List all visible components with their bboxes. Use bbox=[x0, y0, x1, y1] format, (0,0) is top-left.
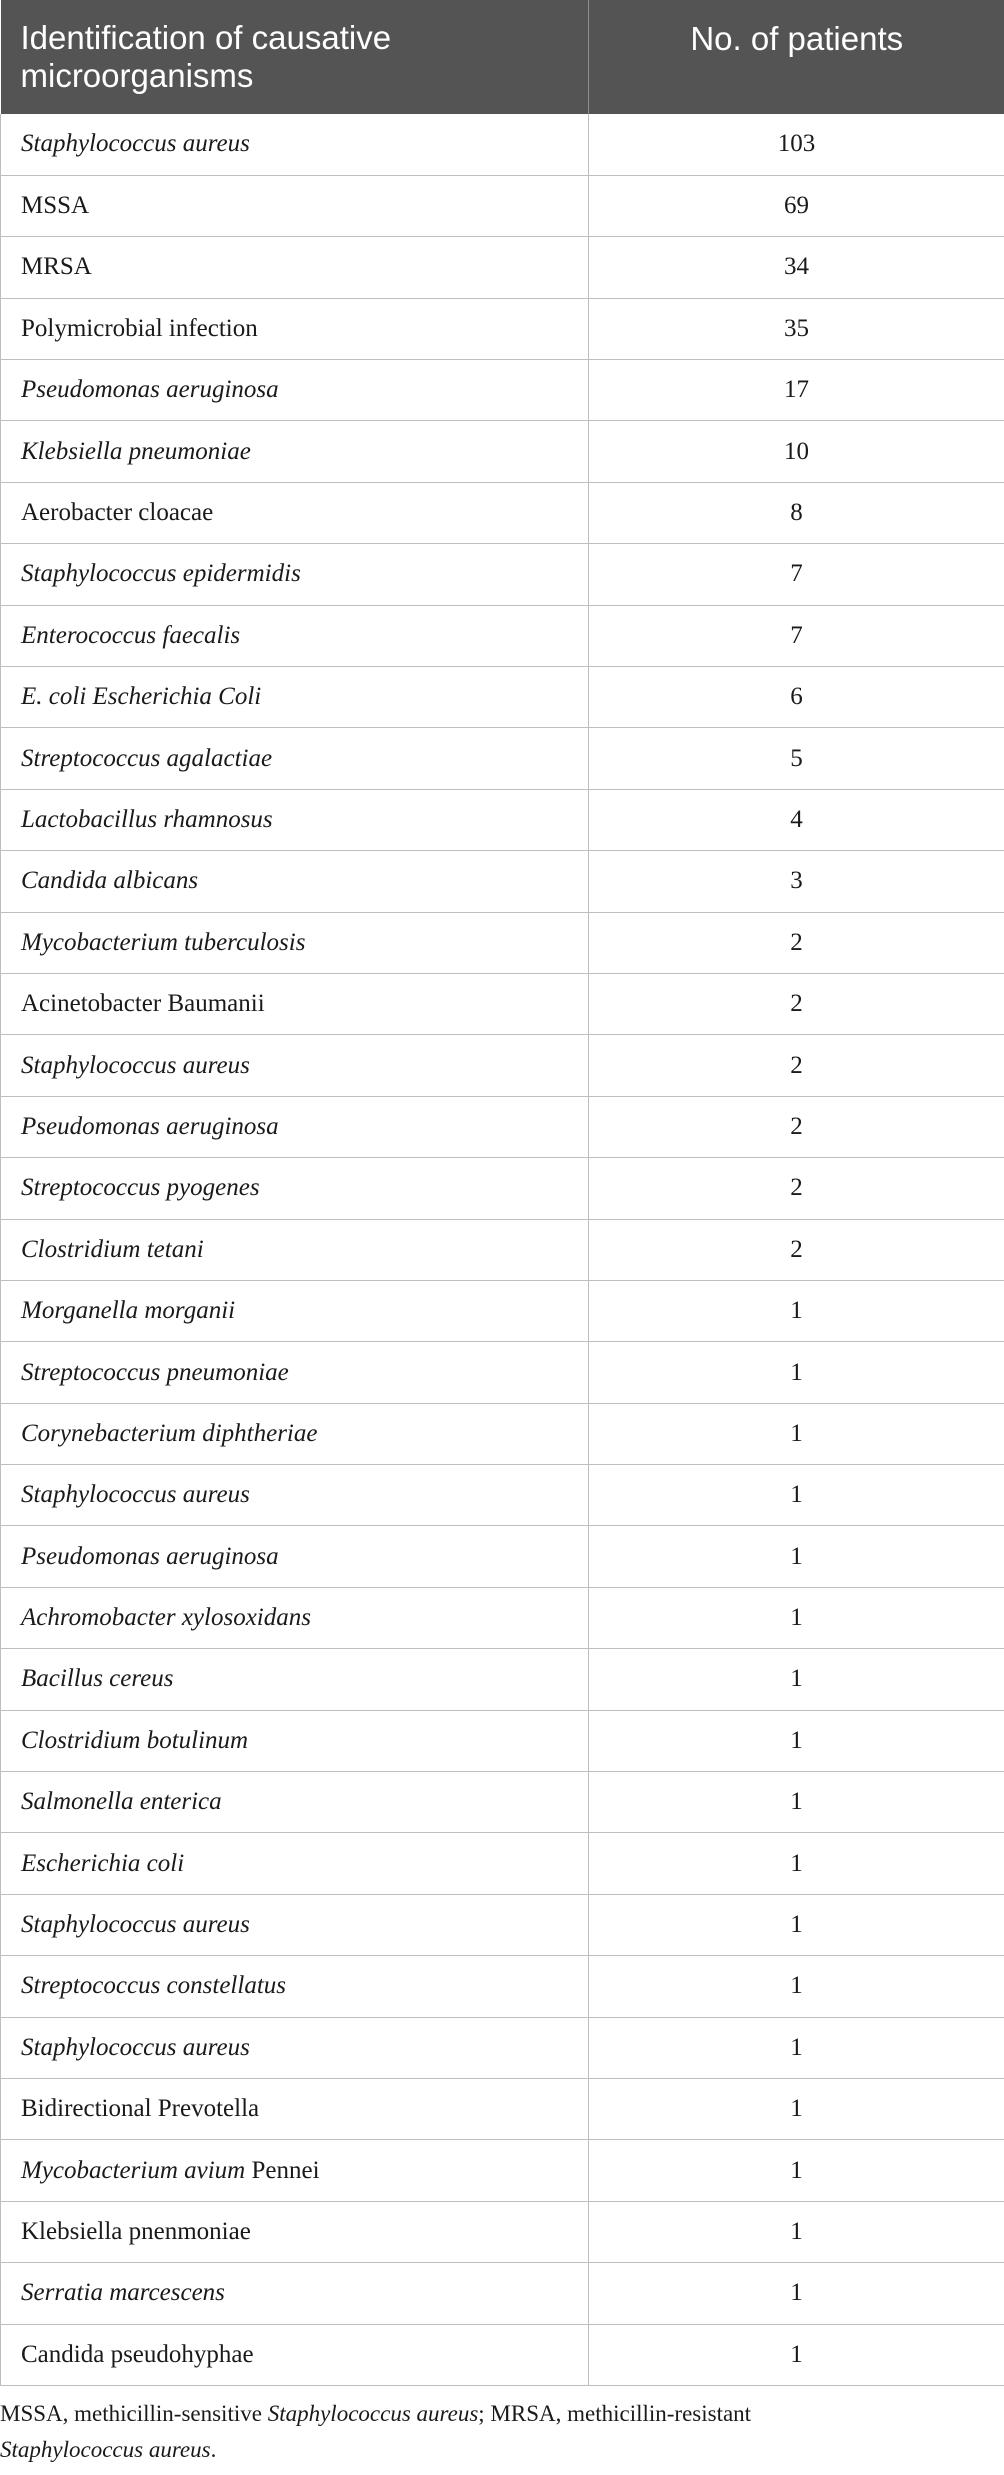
organism-cell: Bidirectional Prevotella bbox=[1, 2079, 589, 2140]
table-row bbox=[1, 1649, 1004, 1710]
table-row bbox=[1, 1465, 1004, 1526]
organism-cell: Staphylococcus aureus bbox=[1, 2017, 589, 2078]
organism-cell: Staphylococcus aureus bbox=[1, 114, 589, 175]
organism-cell: Salmonella enterica bbox=[1, 1772, 589, 1833]
patient-count-cell: 2 bbox=[589, 1096, 1004, 1157]
table-row bbox=[1, 2201, 1004, 2262]
patient-count-cell: 1 bbox=[589, 2263, 1004, 2324]
organism-name-plain: Pennei bbox=[245, 2156, 320, 2184]
patient-count-cell: 1 bbox=[589, 1526, 1004, 1587]
patient-count-cell: 17 bbox=[589, 360, 1004, 421]
organism-cell: Candida pseudohyphae bbox=[1, 2324, 589, 2385]
patient-count-cell: 8 bbox=[589, 482, 1004, 543]
table-footnote bbox=[0, 2396, 1004, 2468]
patient-count-cell: 7 bbox=[589, 544, 1004, 605]
patient-count-cell: 1 bbox=[589, 1772, 1004, 1833]
table-row bbox=[1, 1096, 1004, 1157]
table-row bbox=[1, 912, 1004, 973]
patient-count-cell: 1 bbox=[589, 1465, 1004, 1526]
organism-cell: Escherichia coli bbox=[1, 1833, 589, 1894]
patient-count-cell: 2 bbox=[589, 973, 1004, 1034]
table-row bbox=[1, 973, 1004, 1034]
organism-cell: Mycobacterium tuberculosis bbox=[1, 912, 589, 973]
patient-count-cell: 2 bbox=[589, 1219, 1004, 1280]
patient-count-cell: 2 bbox=[589, 1158, 1004, 1219]
table-row bbox=[1, 1833, 1004, 1894]
table-row bbox=[1, 1219, 1004, 1280]
patient-count-cell: 2 bbox=[589, 1035, 1004, 1096]
table-row bbox=[1, 728, 1004, 789]
table-row bbox=[1, 1894, 1004, 1955]
patient-count-cell: 4 bbox=[589, 789, 1004, 850]
organism-cell: Serratia marcescens bbox=[1, 2263, 589, 2324]
table-row bbox=[1, 851, 1004, 912]
patient-count-cell: 1 bbox=[589, 1649, 1004, 1710]
organism-name-italic: Mycobacterium avium bbox=[21, 2156, 246, 2184]
organism-cell: Clostridium botulinum bbox=[1, 1710, 589, 1771]
table-row bbox=[1, 360, 1004, 421]
table-row bbox=[1, 298, 1004, 359]
organism-cell: Streptococcus agalactiae bbox=[1, 728, 589, 789]
patient-count-cell: 6 bbox=[589, 667, 1004, 728]
organism-cell: Clostridium tetani bbox=[1, 1219, 589, 1280]
patient-count-cell: 7 bbox=[589, 605, 1004, 666]
organism-cell: Lactobacillus rhamnosus bbox=[1, 789, 589, 850]
table-row bbox=[1, 1956, 1004, 2017]
table-row bbox=[1, 1772, 1004, 1833]
header-organism bbox=[1, 0, 589, 114]
table-body bbox=[1, 114, 1004, 2385]
patient-count-cell: 1 bbox=[589, 2201, 1004, 2262]
table-row bbox=[1, 1035, 1004, 1096]
patient-count-cell: 1 bbox=[589, 1342, 1004, 1403]
header-patients: No. of patients bbox=[589, 0, 1004, 114]
patient-count-cell: 1 bbox=[589, 2324, 1004, 2385]
table-row bbox=[1, 1587, 1004, 1648]
table-row bbox=[1, 2263, 1004, 2324]
table-row bbox=[1, 114, 1004, 175]
footnote-part4: Staphylococcus aureus bbox=[0, 2437, 211, 2462]
organism-cell: Staphylococcus aureus bbox=[1, 1894, 589, 1955]
patient-count-cell: 3 bbox=[589, 851, 1004, 912]
organism-cell: Staphylococcus aureus bbox=[1, 1035, 589, 1096]
table-row bbox=[1, 1403, 1004, 1464]
organism-cell bbox=[1, 2140, 589, 2201]
table-row bbox=[1, 1158, 1004, 1219]
organism-cell: MRSA bbox=[1, 237, 589, 298]
footnote-part5: . bbox=[210, 2437, 217, 2462]
header-row bbox=[1, 0, 1004, 114]
organism-cell: Aerobacter cloacae bbox=[1, 482, 589, 543]
table-row bbox=[1, 1710, 1004, 1771]
organism-cell: MSSA bbox=[1, 175, 589, 236]
patient-count-cell: 1 bbox=[589, 1280, 1004, 1341]
patient-count-cell: 1 bbox=[589, 1833, 1004, 1894]
patient-count-cell: 1 bbox=[589, 1403, 1004, 1464]
organism-cell: Candida albicans bbox=[1, 851, 589, 912]
organism-cell: Morganella morganii bbox=[1, 1280, 589, 1341]
organism-cell: Klebsiella pnenmoniae bbox=[1, 2201, 589, 2262]
table-row bbox=[1, 421, 1004, 482]
organism-cell: Streptococcus constellatus bbox=[1, 1956, 589, 2017]
footnote-part2: Staphylococcus aureus bbox=[267, 2401, 479, 2426]
table-row bbox=[1, 2017, 1004, 2078]
table-row bbox=[1, 1342, 1004, 1403]
organism-cell: Acinetobacter Baumanii bbox=[1, 973, 589, 1034]
patient-count-cell: 5 bbox=[589, 728, 1004, 789]
footnote-part3: ; MRSA, methicillin-resistant bbox=[478, 2401, 752, 2426]
organism-cell: Streptococcus pneumoniae bbox=[1, 1342, 589, 1403]
patient-count-cell: 2 bbox=[589, 912, 1004, 973]
patient-count-cell: 34 bbox=[589, 237, 1004, 298]
patient-count-cell: 1 bbox=[589, 1956, 1004, 2017]
patient-count-cell: 35 bbox=[589, 298, 1004, 359]
table-row bbox=[1, 2140, 1004, 2201]
organism-cell: E. coli Escherichia Coli bbox=[1, 667, 589, 728]
patient-count-cell: 1 bbox=[589, 2079, 1004, 2140]
organism-cell: Enterococcus faecalis bbox=[1, 605, 589, 666]
patient-count-cell: 1 bbox=[589, 1587, 1004, 1648]
organism-cell: Staphylococcus epidermidis bbox=[1, 544, 589, 605]
table-row bbox=[1, 667, 1004, 728]
table-row bbox=[1, 1280, 1004, 1341]
table-row bbox=[1, 789, 1004, 850]
organism-cell: Klebsiella pneumoniae bbox=[1, 421, 589, 482]
table-header bbox=[1, 0, 1004, 114]
patient-count-cell: 69 bbox=[589, 175, 1004, 236]
organism-cell: Pseudomonas aeruginosa bbox=[1, 1096, 589, 1157]
table-row bbox=[1, 605, 1004, 666]
organism-cell: Pseudomonas aeruginosa bbox=[1, 360, 589, 421]
patient-count-cell: 1 bbox=[589, 1710, 1004, 1771]
table-row bbox=[1, 175, 1004, 236]
patient-count-cell: 1 bbox=[589, 2140, 1004, 2201]
organism-cell: Streptococcus pyogenes bbox=[1, 1158, 589, 1219]
table-row bbox=[1, 2324, 1004, 2385]
organism-cell: Pseudomonas aeruginosa bbox=[1, 1526, 589, 1587]
organism-cell: Achromobacter xylosoxidans bbox=[1, 1587, 589, 1648]
patient-count-cell: 1 bbox=[589, 2017, 1004, 2078]
header-organism-line2: microorganisms bbox=[20, 57, 254, 94]
footnote-part1: MSSA, methicillin-sensitive bbox=[0, 2401, 268, 2426]
table-row bbox=[1, 544, 1004, 605]
table-row bbox=[1, 237, 1004, 298]
organism-cell: Polymicrobial infection bbox=[1, 298, 589, 359]
header-organism-line1: Identification of causative bbox=[20, 19, 392, 56]
organism-cell: Staphylococcus aureus bbox=[1, 1465, 589, 1526]
patient-count-cell: 1 bbox=[589, 1894, 1004, 1955]
organism-cell: Corynebacterium diphtheriae bbox=[1, 1403, 589, 1464]
table-row bbox=[1, 482, 1004, 543]
table-row bbox=[1, 1526, 1004, 1587]
organism-cell: Bacillus cereus bbox=[1, 1649, 589, 1710]
table-row bbox=[1, 2079, 1004, 2140]
patient-count-cell: 103 bbox=[589, 114, 1004, 175]
patient-count-cell: 10 bbox=[589, 421, 1004, 482]
